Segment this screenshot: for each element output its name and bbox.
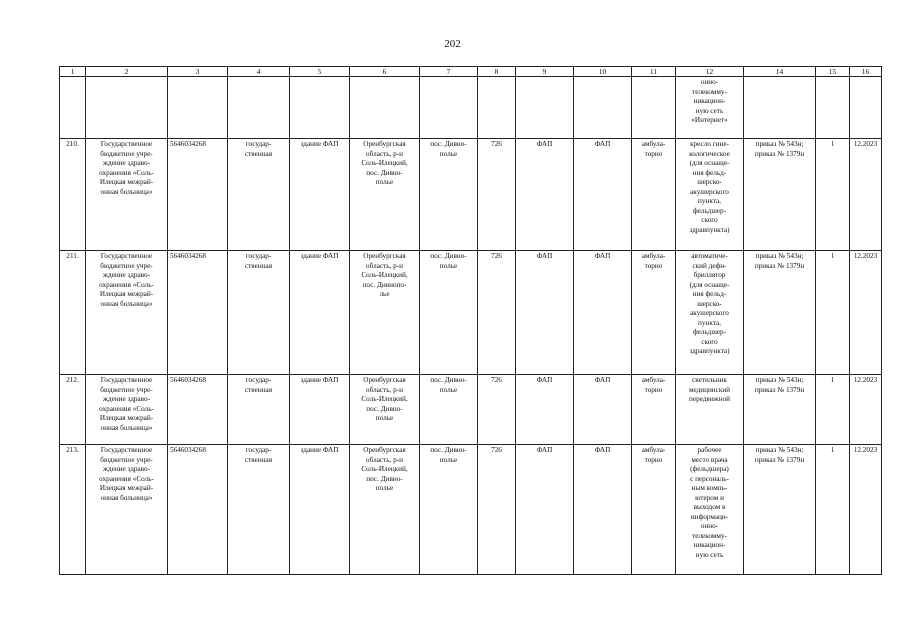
organization-cell: Государственное бюджетное учре- ждение здраво- охранения «Соль- Илецкая межрай- онная больница» [86,445,168,575]
object-cell: здание ФАП [290,139,350,251]
header-cell: 7 [420,67,478,77]
equipment-cell: рабочее место врача (фельдшера) с персональ- ным компь- ютером и выходом в информаци- онно- телекомму- никацион- ную сеть [676,445,744,575]
header-cell: 8 [478,67,516,77]
locality-cell: пос. Дивно- полье [420,251,478,375]
inn-cell: 5646034268 [168,375,228,445]
header-cell: 6 [350,67,420,77]
code-cell: 726 [478,139,516,251]
care-form-cell: амбула- торно [632,251,676,375]
continuation-row [60,77,882,139]
ownership-cell: государ- ственная [228,445,290,575]
page-number: 202 [444,38,461,50]
header-cell: 3 [168,67,228,77]
code-cell: 726 [478,445,516,575]
equipment-cell: кресло гине- кологическое (для оснаще- ния фельд- шерско- акушерского пункта, фельдшер- ского здравпункта) [676,139,744,251]
address-cell: Оренбургская область, р-н Соль-Илецкий, пос. Дивно- полье [350,139,420,251]
basis-cell: приказ № 543н; приказ № 1379н [744,375,816,445]
quantity-cell: 1 [816,445,850,575]
date-cell: 12.2023 [850,251,882,375]
basis-cell: приказ № 543н; приказ № 1379н [744,139,816,251]
ownership-cell: государ- ственная [228,375,290,445]
ownership-cell: государ- ственная [228,139,290,251]
quantity-cell: 1 [816,375,850,445]
date-cell: 12.2023 [850,375,882,445]
header-cell: 5 [290,67,350,77]
locality-cell: пос. Дивно- полье [420,445,478,575]
organization-cell: Государственное бюджетное учре- ждение здраво- охранения «Соль- Илецкая межрай- онная больница» [86,139,168,251]
row-number-cell: 212. [60,375,86,445]
address-cell: Оренбургская область, р-н Соль-Илецкий, пос. Дивно- полье [350,375,420,445]
header-cell: 16 [850,67,882,77]
inn-cell: 5646034268 [168,445,228,575]
organization-cell: Государственное бюджетное учре- ждение здраво- охранения «Соль- Илецкая межрай- онная больница» [86,375,168,445]
row-number-cell: 213. [60,445,86,575]
facility-type-cell: ФАП [516,375,574,445]
header-cell: 4 [228,67,290,77]
header-cell: 15 [816,67,850,77]
table-row [60,375,882,445]
header-cell: 9 [516,67,574,77]
code-cell: 726 [478,251,516,375]
basis-cell: приказ № 543н; приказ № 1379н [744,251,816,375]
header-cell: 2 [86,67,168,77]
header-cell: 10 [574,67,632,77]
code-cell: 726 [478,375,516,445]
equipment-cell: онно- телекомму- никацион- ную сеть «Интернет» [676,77,744,139]
facility-type-cell: ФАП [516,139,574,251]
care-form-cell: амбула- торно [632,375,676,445]
date-cell: 12.2023 [850,139,882,251]
table-row [60,139,882,251]
object-cell: здание ФАП [290,445,350,575]
facility-type-cell: ФАП [516,445,574,575]
facility-type-cell: ФАП [516,251,574,375]
row-number-cell: 210. [60,139,86,251]
header-cell: 12 [676,67,744,77]
facility-kind-cell: ФАП [574,251,632,375]
inn-cell: 5646034268 [168,251,228,375]
object-cell: здание ФАП [290,251,350,375]
object-cell: здание ФАП [290,375,350,445]
table-row [60,251,882,375]
table-row [60,445,882,575]
row-number-cell: 211. [60,251,86,375]
inn-cell: 5646034268 [168,139,228,251]
quantity-cell: 1 [816,251,850,375]
header-cell: 1 [60,67,86,77]
locality-cell: пос. Дивно- полье [420,139,478,251]
facility-kind-cell: ФАП [574,139,632,251]
header-cell: 11 [632,67,676,77]
address-cell: Оренбургская область, р-н Соль-Илецкий, пос. Дивнопо- лье [350,251,420,375]
header-cell: 14 [744,67,816,77]
locality-cell: пос. Дивно- полье [420,375,478,445]
registry-table [59,66,882,575]
quantity-cell: 1 [816,139,850,251]
facility-kind-cell: ФАП [574,375,632,445]
care-form-cell: амбула- торно [632,139,676,251]
column-number-row [60,67,882,77]
facility-kind-cell: ФАП [574,445,632,575]
ownership-cell: государ- ственная [228,251,290,375]
basis-cell: приказ № 543н; приказ № 1379н [744,445,816,575]
care-form-cell: амбула- торно [632,445,676,575]
date-cell: 12.2023 [850,445,882,575]
equipment-cell: светильник медицинский передвижной [676,375,744,445]
organization-cell: Государственное бюджетное учре- ждение здраво- охранения «Соль- Илецкая межрай- онная больница» [86,251,168,375]
address-cell: Оренбургская область, р-н Соль-Илецкий, пос. Дивно- полье [350,445,420,575]
equipment-cell: автоматиче- ский дефи- бриллятор (для оснаще- ния фельд- шерско- акушерского пункта, фельдшер- ского здравпункта) [676,251,744,375]
